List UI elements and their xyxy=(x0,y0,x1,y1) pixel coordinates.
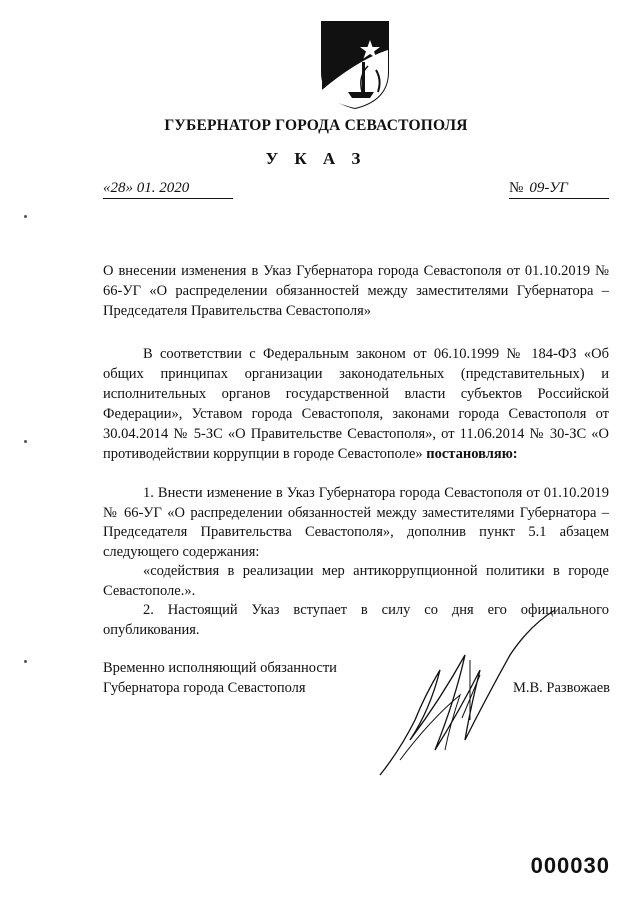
margin-mark xyxy=(24,215,27,218)
position-line-2: Губернатора города Севастополя xyxy=(103,680,306,696)
number-sign: № xyxy=(509,180,524,196)
item-1: 1. Внести изменение в Указ Губернатора города Севастополя от 01.10.2019 № 66-УГ «О распределении обязанностей между заместителями Губернатора – Председателя Правительства Севастополя», дополнив пункт 5.1 абзацем следующего содержания: xyxy=(103,485,609,560)
preamble-text: В соответствии с Федеральным законом от 06.10.1999 № 184-ФЗ «Об общих принципах организации законодательных (представительных) и исполнительных органов государственной власти субъектов Российской Федерации», Уставом города Севастополя, законами города Севастополя от 30.04.2014 № 5-ЗС «О Правительстве Севастополя», от 11.06.2014 № 30-ЗС «О противодействии коррупции в городе Севастополе» xyxy=(103,346,609,462)
page-number: 000030 xyxy=(530,853,610,878)
decree-number: 09-УГ xyxy=(529,180,568,196)
margin-mark xyxy=(24,440,27,443)
sevastopol-coat-of-arms-icon xyxy=(318,20,392,110)
item-1-quote: «содействия в реализации мер антикоррупционной политики в городе Севастополе.». xyxy=(103,563,609,599)
signatory-name: М.В. Развожаев xyxy=(512,680,610,696)
position-line-1: Временно исполняющий обязанности xyxy=(103,660,337,676)
decree-subject: О внесении изменения в Указ Губернатора города Севастополя от 01.10.2019 № 66-УГ «О распределении обязанностей между заместителями Губернатора – Председателя Правительства Севастополя» xyxy=(103,263,609,319)
margin-mark xyxy=(24,660,27,663)
preamble xyxy=(103,344,609,464)
decree-title: У К А З xyxy=(265,149,367,168)
item-2: 2. Настоящий Указ вступает в силу со дня его официального опубликования. xyxy=(103,602,609,638)
decree-number-field xyxy=(509,180,609,199)
signatory-position xyxy=(103,658,403,698)
decree-date: «28» 01. 2020 xyxy=(103,180,233,199)
resolve-word: постановляю: xyxy=(426,446,518,462)
issuer-title: ГУБЕРНАТОР ГОРОДА СЕВАСТОПОЛЯ xyxy=(164,117,468,134)
